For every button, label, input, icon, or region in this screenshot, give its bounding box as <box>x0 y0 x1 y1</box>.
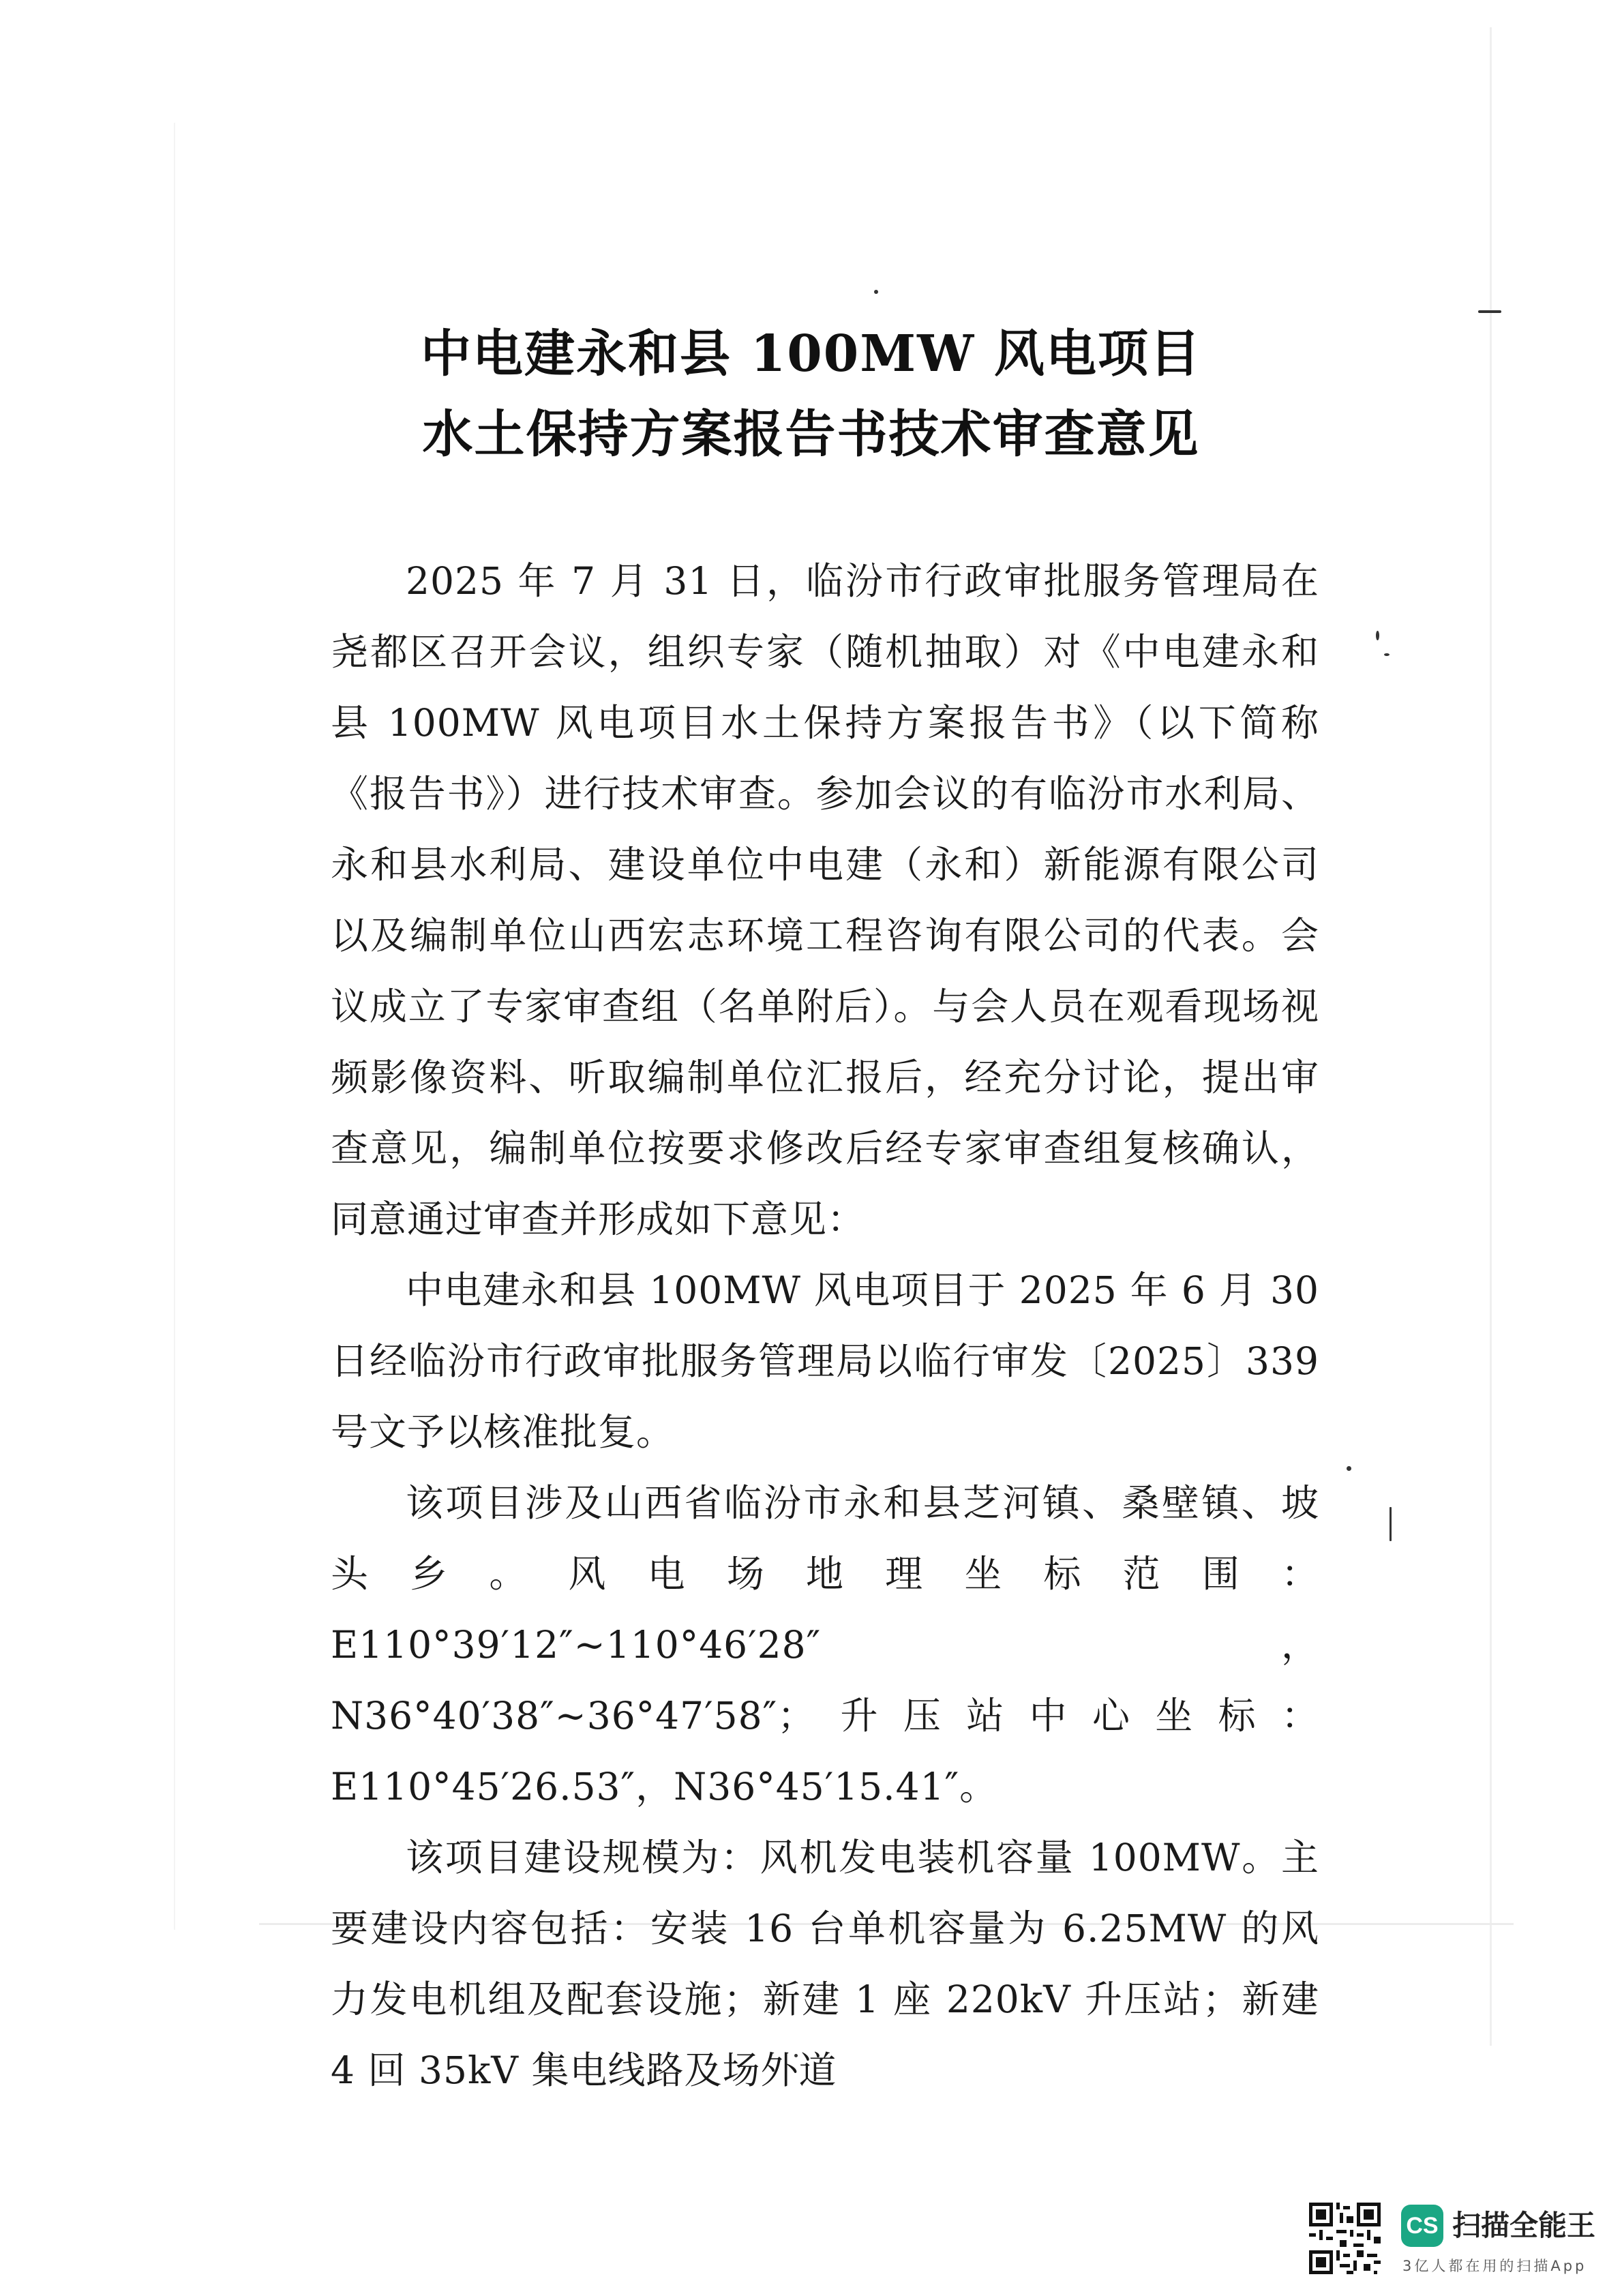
scanner-watermark <box>1306 2199 1606 2281</box>
document-title-line-1: 中电建永和县 100MW 风电项目 <box>420 325 1201 383</box>
paragraph-location: 该项目涉及山西省临汾市永和县芝河镇、桑壁镇、坡头乡。风电场地理坐标范围：E110°39′12″~110°46′28″，N36°40′38″~36°47′58″；升压站中心坐标：E110°45′26.53″，N36°45′15.41″。 <box>331 1481 1319 1808</box>
document-title-line-2: 水土保持方案报告书技术审查意见 <box>422 405 1200 464</box>
paragraph-approval: 中电建永和县 100MW 风电项目于 2025 年 6 月 30 日经临汾市行政审批服务管理局以临行审发〔2025〕339 号文予以核准批复。 <box>331 1268 1319 1454</box>
brand-tagline: 3亿人都在用的扫描App <box>1402 2258 1587 2274</box>
scan-speck <box>1478 310 1501 313</box>
scan-speck <box>874 290 878 294</box>
brand-name: 扫描全能王 <box>1452 2209 1596 2242</box>
qr-code-icon <box>1306 2199 1384 2278</box>
scan-speck <box>1384 653 1390 656</box>
paragraph-meeting: 2025 年 7 月 31 日，临汾市行政审批服务管理局在尧都区召开会议，组织专家（随机抽取）对《中电建永和县 100MW 风电项目水土保持方案报告书》（以下简称《报告书》）进行技术审查。参加会议的有临汾市水利局、永和县水利局、建设单位中电建（永和）新能源有限公司以及编制单位山西宏志环境工程咨询有限公司的代表。会议成立了专家审查组（名单附后）。与会人员在观看现场视频影像资料、听取编制单位汇报后，经充分讨论，提出审查意见，编制单位按要求修改后经专家审查组复核确认，同意通过审查并形成如下意见： <box>331 559 1319 1241</box>
scan-speck <box>1347 1466 1351 1471</box>
document-body <box>331 546 1319 2106</box>
paragraph-scale: 该项目建设规模为：风机发电装机容量 100MW。主要建设内容包括：安装 16 台单机容量为 6.25MW 的风力发电机组及配套设施；新建 1 座 220kV 升压站；新建 4 回 35kV 集电线路及场外道 <box>331 1836 1319 2092</box>
scan-speck <box>1390 1507 1392 1541</box>
scan-speck <box>1376 631 1379 640</box>
camscanner-logo: CS <box>1401 2205 1443 2247</box>
